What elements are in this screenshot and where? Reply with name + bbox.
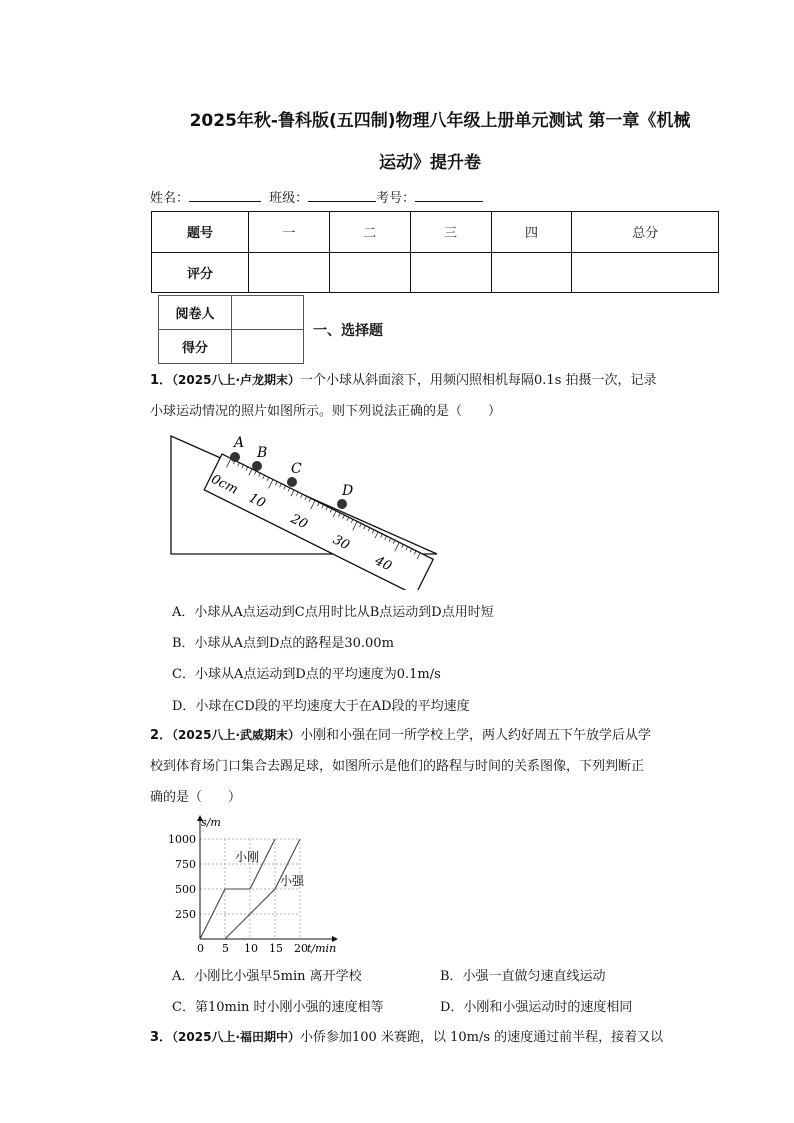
reviewer-label: 阅卷人 xyxy=(159,296,232,330)
col-1: 一 xyxy=(249,212,330,253)
point-label-d: D xyxy=(342,483,354,499)
question-source: （2025八上·武威期末） xyxy=(172,728,301,742)
incline-ruler-figure xyxy=(165,430,450,590)
col-3: 三 xyxy=(410,212,491,253)
y-axis-label: s/m xyxy=(201,816,221,829)
x-tick-label: 10 xyxy=(244,942,258,955)
question-number: 3． xyxy=(150,1030,173,1045)
ruler-label-30: 30 xyxy=(330,532,352,554)
question-1 xyxy=(150,365,718,427)
col-4: 四 xyxy=(491,212,572,253)
exam-number-blank[interactable] xyxy=(415,189,483,202)
score-row-header: 评分 xyxy=(152,252,249,293)
section-heading: 一、选择题 xyxy=(313,323,383,339)
ball-a xyxy=(230,452,240,462)
question-number: 2． xyxy=(150,728,173,743)
ruler-label-10: 10 xyxy=(246,490,268,512)
series-label-xiaogang: 小刚 xyxy=(235,850,260,864)
question-text: 小球运动情况的照片如图所示。则下列说法正确的是（ ） xyxy=(150,404,502,419)
question-2 xyxy=(150,720,718,813)
score-cell[interactable] xyxy=(491,252,572,293)
question-source: （2025八上·卢龙期末） xyxy=(172,373,301,387)
score-cell[interactable] xyxy=(410,252,491,293)
question-text: 小刚和小强在同一所学校上学，两人约好周五下午放学后从学 xyxy=(300,728,652,743)
reviewer-cell[interactable] xyxy=(232,296,304,330)
x-tick-label: 15 xyxy=(269,942,283,955)
ruler-label-40: 40 xyxy=(372,553,394,575)
class-label: 班级： xyxy=(269,191,309,206)
score-cell[interactable] xyxy=(572,252,719,293)
y-tick-label: 1000 xyxy=(168,833,196,846)
class-blank[interactable] xyxy=(308,189,376,202)
ruler-label-20: 20 xyxy=(288,511,310,533)
exam-number-label: 考号： xyxy=(376,191,416,206)
q1-option-b[interactable]: B．小球从A点到D点的路程是30.00m xyxy=(172,636,394,651)
q2-option-a[interactable]: A．小刚比小强早5min 离开学校 xyxy=(172,969,362,984)
point-label-b: B xyxy=(257,445,268,461)
score-cell[interactable] xyxy=(329,252,410,293)
section-score-cell[interactable] xyxy=(232,330,304,364)
q2-option-c[interactable]: C．第10min 时小刚小强的速度相等 xyxy=(172,1000,384,1015)
question-source: （2025八上·福田期中） xyxy=(172,1030,301,1044)
col-total: 总分 xyxy=(572,212,719,253)
x-axis-label: t/min xyxy=(307,942,337,955)
ball-c xyxy=(287,477,297,487)
q2-option-d[interactable]: D．小刚和小强运动时的速度相同 xyxy=(440,1000,633,1015)
ball-d xyxy=(337,499,347,509)
x-tick-label: 5 xyxy=(222,942,229,955)
ball-b xyxy=(252,461,262,471)
y-tick-label: 500 xyxy=(175,883,196,896)
q1-option-d[interactable]: D．小球在CD段的平均速度大于在AD段的平均速度 xyxy=(172,699,470,714)
q1-option-a[interactable]: A．小球从A点运动到C点用时比从B点运动到D点用时短 xyxy=(172,605,494,620)
name-label: 姓名： xyxy=(150,191,190,206)
question-3 xyxy=(150,1022,718,1053)
x-tick-label: 20 xyxy=(294,942,308,955)
question-number: 1． xyxy=(150,373,173,388)
question-text: 校到体育场门口集合去踢足球，如图所示是他们的路程与时间的关系图像，下列判断正 xyxy=(150,759,645,774)
y-tick-label: 250 xyxy=(175,908,196,921)
question-text: 一个小球从斜面滚下，用频闪照相机每隔0.1s 拍摄一次，记录 xyxy=(300,373,657,388)
series-label-xiaoqiang: 小强 xyxy=(280,874,305,888)
score-cell[interactable] xyxy=(249,252,330,293)
document-title-line2: 运动》提升卷 xyxy=(379,153,481,173)
question-text: 确的是（ ） xyxy=(150,790,242,805)
y-tick-label: 750 xyxy=(175,858,196,871)
point-label-a: A xyxy=(234,435,245,451)
name-blank[interactable] xyxy=(189,189,261,202)
x-tick-label: 0 xyxy=(197,942,204,955)
q1-option-c[interactable]: C．小球从A点运动到D点的平均速度为0.1m/s xyxy=(172,667,441,682)
score-table xyxy=(151,211,719,293)
document-title-line1: 2025年秋-鲁科版(五四制)物理八年级上册单元测试 第一章《机械 xyxy=(189,111,691,131)
col-2: 二 xyxy=(329,212,410,253)
point-label-c: C xyxy=(291,461,302,477)
grader-table xyxy=(158,295,304,364)
q2-option-b[interactable]: B．小强一直做匀速直线运动 xyxy=(440,969,606,984)
question-text: 小侨参加100 米赛跑，以 10m/s 的速度通过前半程，接着又以 xyxy=(300,1030,664,1045)
distance-time-chart xyxy=(160,815,340,957)
question-number-header: 题号 xyxy=(152,212,249,253)
student-info xyxy=(150,187,483,206)
section-score-label: 得分 xyxy=(159,330,232,364)
ruler-label-0: 0cm xyxy=(208,471,241,498)
